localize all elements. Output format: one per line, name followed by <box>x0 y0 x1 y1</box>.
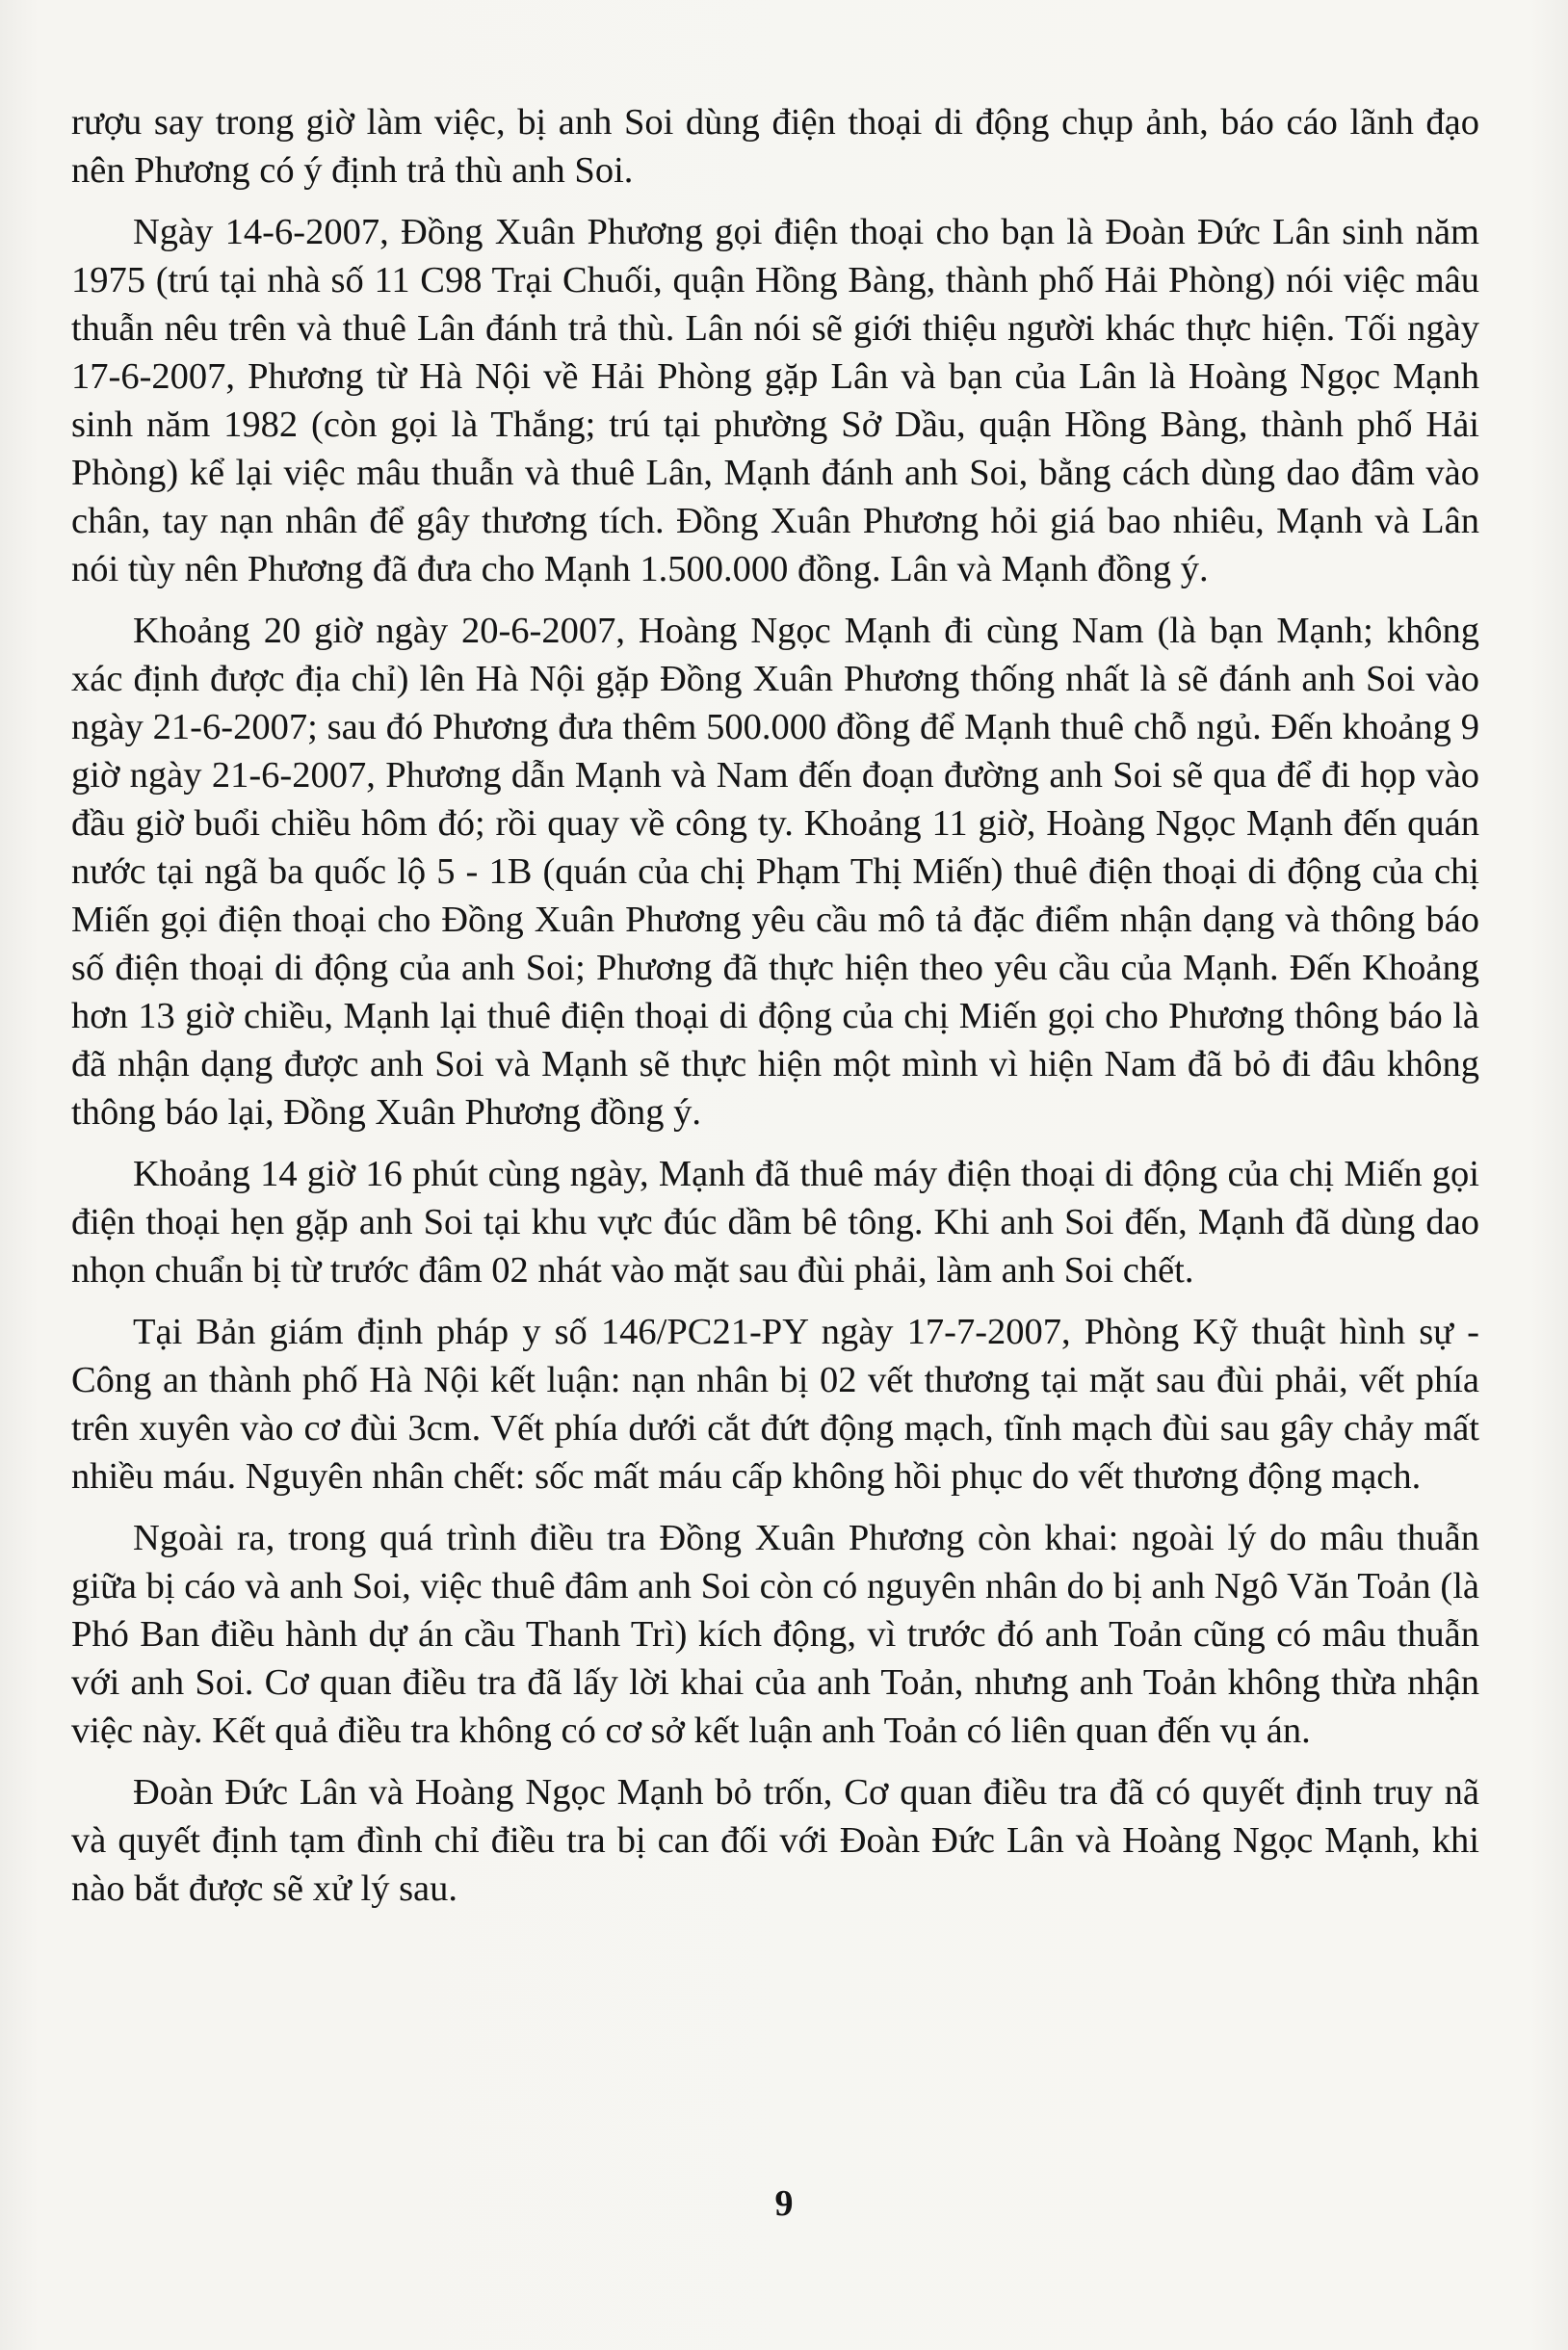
paragraph-5: Tại Bản giám định pháp y số 146/PC21-PY ngày 17-7-2007, Phòng Kỹ thuật hình sự - Công an thành phố Hà Nội kết luận: nạn nhân bị 02 vết thương tại mặt sau đùi phải, vết phía trên xuyên vào cơ đùi 3cm. Vết phía dưới cắt đứt động mạch, tĩnh mạch đùi sau gây chảy mất nhiều máu. Nguyên nhân chết: sốc mất máu cấp không hồi phục do vết thương động mạch. <box>71 1312 1479 1497</box>
paragraph-3: Khoảng 20 giờ ngày 20-6-2007, Hoàng Ngọc Mạnh đi cùng Nam (là bạn Mạnh; không xác định được địa chỉ) lên Hà Nội gặp Đồng Xuân Phương thống nhất là sẽ đánh anh Soi vào ngày 21-6-2007; sau đó Phương đưa thêm 500.000 đồng để Mạnh thuê chỗ ngủ. Đến khoảng 9 giờ ngày 21-6-2007, Phương dẫn Mạnh và Nam đến đoạn đường anh Soi sẽ qua để đi họp vào đầu giờ buổi chiều hôm đó; rồi quay về công ty. Khoảng 11 giờ, Hoàng Ngọc Mạnh đến quán nước tại ngã ba quốc lộ 5 - 1B (quán của chị Phạm Thị Miến) thuê điện thoại di động của chị Miến gọi điện thoại cho Đồng Xuân Phương yêu cầu mô tả đặc điểm nhận dạng và thông báo số điện thoại di động của anh Soi; Phương đã thực hiện theo yêu cầu của Mạnh. Đến Khoảng hơn 13 giờ chiều, Mạnh lại thuê điện thoại di động của chị Miến gọi cho Phương thông báo là đã nhận dạng được anh Soi và Mạnh sẽ thực hiện một mình vì hiện Nam đã bỏ đi đâu không thông báo lại, Đồng Xuân Phương đồng ý. <box>71 611 1479 1133</box>
paragraph-6: Ngoài ra, trong quá trình điều tra Đồng Xuân Phương còn khai: ngoài lý do mâu thuẫn giữa bị cáo và anh Soi, việc thuê đâm anh Soi còn có nguyên nhân do bị anh Ngô Văn Toản (là Phó Ban điều hành dự án cầu Thanh Trì) kích động, vì trước đó anh Toản cũng có mâu thuẫn với anh Soi. Cơ quan điều tra đã lấy lời khai của anh Toản, nhưng anh Toản không thừa nhận việc này. Kết quả điều tra không có cơ sở kết luận anh Toản có liên quan đến vụ án. <box>71 1518 1479 1751</box>
paragraph-2: Ngày 14-6-2007, Đồng Xuân Phương gọi điện thoại cho bạn là Đoàn Đức Lân sinh năm 1975 (trú tại nhà số 11 C98 Trại Chuối, quận Hồng Bàng, thành phố Hải Phòng) nói việc mâu thuẫn nêu trên và thuê Lân đánh trả thù. Lân nói sẽ giới thiệu người khác thực hiện. Tối ngày 17-6-2007, Phương từ Hà Nội về Hải Phòng gặp Lân và bạn của Lân là Hoàng Ngọc Mạnh sinh năm 1982 (còn gọi là Thắng; trú tại phường Sở Dầu, quận Hồng Bàng, thành phố Hải Phòng) kể lại việc mâu thuẫn và thuê Lân, Mạnh đánh anh Soi, bằng cách dùng dao đâm vào chân, tay nạn nhân để gây thương tích. Đồng Xuân Phương hỏi giá bao nhiêu, Mạnh và Lân nói tùy nên Phương đã đưa cho Mạnh 1.500.000 đồng. Lân và Mạnh đồng ý. <box>71 212 1479 589</box>
paragraph-1: rượu say trong giờ làm việc, bị anh Soi dùng điện thoại di động chụp ảnh, báo cáo lãnh đạo nên Phương có ý định trả thù anh Soi. <box>71 102 1479 191</box>
paragraph-4: Khoảng 14 giờ 16 phút cùng ngày, Mạnh đã thuê máy điện thoại di động của chị Miến gọi điện thoại hẹn gặp anh Soi tại khu vực đúc dầm bê tông. Khi anh Soi đến, Mạnh đã dùng dao nhọn chuẩn bị từ trước đâm 02 nhát vào mặt sau đùi phải, làm anh Soi chết. <box>71 1154 1479 1291</box>
paragraph-7: Đoàn Đức Lân và Hoàng Ngọc Mạnh bỏ trốn, Cơ quan điều tra đã có quyết định truy nã và quyết định tạm đình chỉ điều tra bị can đối với Đoàn Đức Lân và Hoàng Ngọc Mạnh, khi nào bắt được sẽ xử lý sau. <box>71 1772 1479 1909</box>
page-number: 9 <box>774 2183 794 2224</box>
body-text <box>71 98 1479 1926</box>
